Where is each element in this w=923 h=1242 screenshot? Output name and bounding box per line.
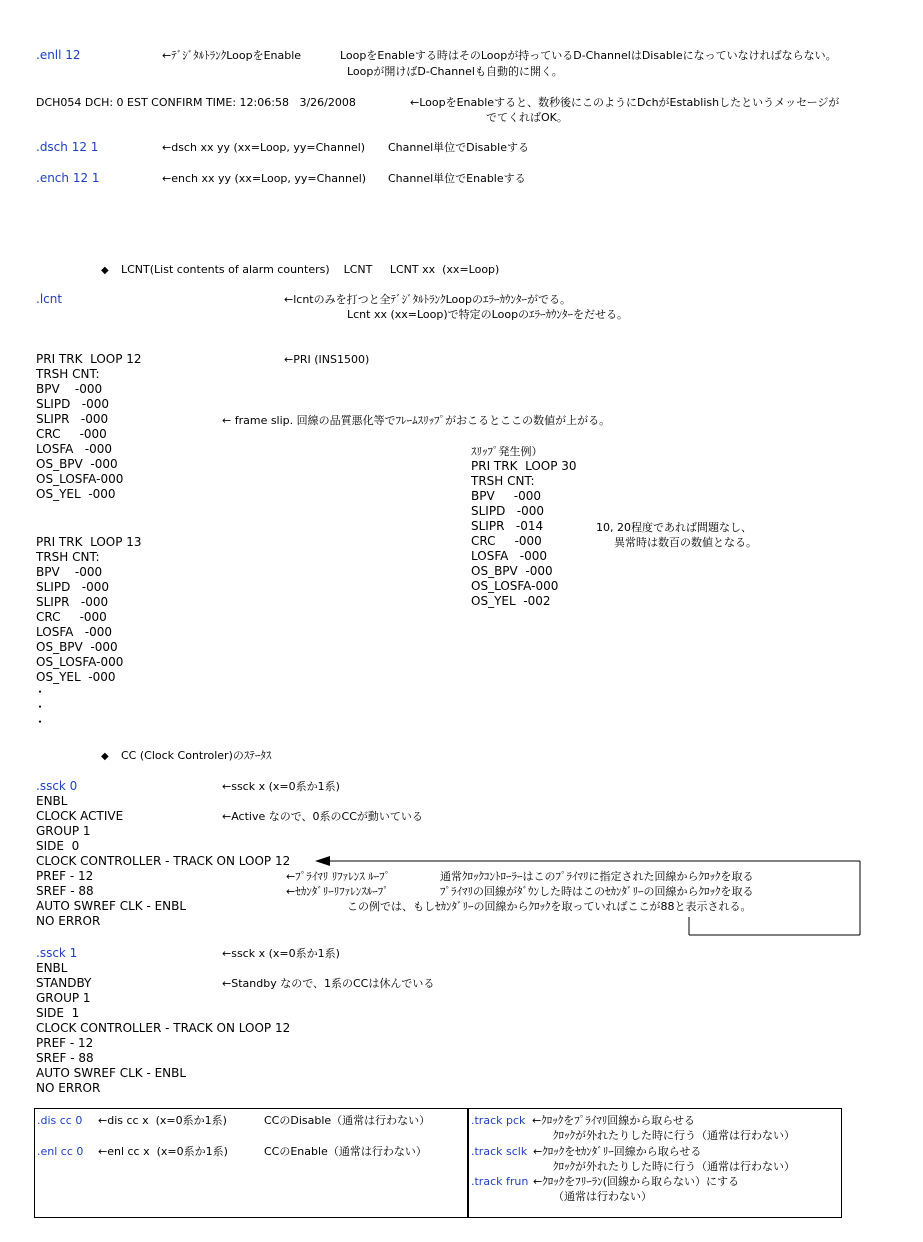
slip-example-note-1: 10, 20程度であれば問題なし、 xyxy=(596,521,752,534)
dsch-syntax: ←dsch xx yy (xx=Loop, yy=Channel) xyxy=(162,141,366,154)
slip-example-note-2: 異常時は数百の数値となる。 xyxy=(614,536,757,549)
counter-line: OS_BPV -000 xyxy=(36,640,118,654)
active-note: ←Active なので、0系のCCが動いている xyxy=(222,810,423,823)
arrow-head-icon xyxy=(315,856,330,866)
track-sclk-command: .track sclk xyxy=(471,1145,528,1158)
track-pck-note-2: ｸﾛｯｸが外れたりした時に行う（通常は行わない） xyxy=(553,1129,795,1142)
enll-command: .enll 12 xyxy=(36,48,81,62)
ssck-line: CLOCK CONTROLLER - TRACK ON LOOP 12 xyxy=(36,854,291,868)
counter-line: SLIPD -000 xyxy=(36,580,109,594)
counter-line: TRSH CNT: xyxy=(36,367,100,381)
slip-note: ← frame slip. 回線の品質悪化等でﾌﾚｰﾑｽﾘｯﾌﾟがおこるとここの数値が上がる。 xyxy=(222,414,611,427)
counter-line: OS_YEL -000 xyxy=(36,487,116,501)
enl-cc-syntax: ←enl cc x (x=0系か1系) xyxy=(98,1145,228,1158)
lcnt-note-2: Lcnt xx (xx=Loop)で特定のLoopのｴﾗｰｶｳﾝﾀｰをだせる。 xyxy=(347,308,629,321)
slip-example-line: SLIPR -014 xyxy=(471,519,544,533)
ssck1-command: .ssck 1 xyxy=(36,946,78,960)
track-frun-command: .track frun xyxy=(471,1175,529,1188)
counter-line: SLIPR -000 xyxy=(36,595,109,609)
slip-example-line: PRI TRK LOOP 30 xyxy=(471,459,577,473)
slip-example-line: OS_BPV -000 xyxy=(471,564,553,578)
dis-cc-desc: CCのDisable（通常は行わない） xyxy=(264,1114,431,1127)
pref-note: ←ﾌﾟﾗｲﾏﾘ ﾘﾌｧﾚﾝｽ ﾙｰﾌﾟ xyxy=(286,870,391,883)
lcnt-section-title: LCNT(List contents of alarm counters) LCNT LCNT xx (xx=Loop) xyxy=(121,263,500,276)
counter-line: PRI TRK LOOP 13 xyxy=(36,535,142,549)
enll-desc-2: Loopが開けばD-Channelも自動的に開く。 xyxy=(347,65,563,78)
pri-note: ←PRI (INS1500) xyxy=(284,353,370,366)
sref-desc: ﾌﾟﾗｲﾏﾘの回線がﾀﾞｳﾝした時はこのｾｶﾝﾀﾞﾘｰの回線からｸﾛｯｸを取る xyxy=(440,885,754,898)
ssck-line: CLOCK ACTIVE xyxy=(36,809,124,823)
ssck-line: SREF - 88 xyxy=(36,1051,94,1065)
lcnt-note-1: ←lcntのみを打つと全ﾃﾞｼﾞﾀﾙﾄﾗﾝｸLoopのｴﾗｰｶｳﾝﾀｰがでる。 xyxy=(284,293,571,306)
ssck-line: AUTO SWREF CLK - ENBL xyxy=(36,899,187,913)
enll-note: ←ﾃﾞｼﾞﾀﾙﾄﾗﾝｸLoopをEnable xyxy=(162,49,302,62)
dch-note-2: でてくればOK。 xyxy=(486,111,568,124)
ssck-line: NO ERROR xyxy=(36,914,101,928)
cc-section-title: CC (Clock Controler)のｽﾃｰﾀｽ xyxy=(121,749,272,762)
continuation-dot: ・ xyxy=(34,700,47,714)
track-frun-note-1: ←ｸﾛｯｸをﾌﾘｰﾗﾝ(回線から取らない）にする xyxy=(533,1175,740,1188)
slip-example-line: CRC -000 xyxy=(471,534,542,548)
track-sclk-note-2: ｸﾛｯｸが外れたりした時に行う（通常は行わない） xyxy=(553,1160,795,1173)
track-pck-note-1: ←ｸﾛｯｸをﾌﾟﾗｲﾏﾘ回線から取らせる xyxy=(532,1114,695,1127)
counter-line: CRC -000 xyxy=(36,427,107,441)
slip-example-line: TRSH CNT: xyxy=(471,474,535,488)
ssck-line: ENBL xyxy=(36,794,68,808)
dsch-desc: Channel単位でDisableする xyxy=(388,141,529,154)
counter-line: LOSFA -000 xyxy=(36,625,113,639)
ssck-line: SREF - 88 xyxy=(36,884,94,898)
ssck0-syntax: ←ssck x (x=0系か1系) xyxy=(222,780,340,793)
dch-message: DCH054 DCH: 0 EST CONFIRM TIME: 12:06:58 3/26/2008 xyxy=(36,96,356,109)
track-frun-note-2: （通常は行わない） xyxy=(553,1190,652,1203)
lcnt-command: .lcnt xyxy=(36,292,63,306)
sref-note: ←ｾｶﾝﾀﾞﾘｰﾘﾌｧﾚﾝｽﾙｰﾌﾟ xyxy=(286,885,389,898)
ench-syntax: ←ench xx yy (xx=Loop, yy=Channel) xyxy=(162,172,367,185)
counter-line: OS_YEL -000 xyxy=(36,670,116,684)
ssck-line: ENBL xyxy=(36,961,68,975)
counter-line: OS_BPV -000 xyxy=(36,457,118,471)
slip-example-line: ｽﾘｯﾌﾟ発生例） xyxy=(471,445,543,458)
counter-line: CRC -000 xyxy=(36,610,107,624)
ssck-line: GROUP 1 xyxy=(36,991,91,1005)
slip-example-line: LOSFA -000 xyxy=(471,549,548,563)
ench-desc: Channel単位でEnableする xyxy=(388,172,526,185)
ssck-line: STANDBY xyxy=(36,976,92,990)
counter-line: OS_LOSFA-000 xyxy=(36,472,124,486)
continuation-dot: ・ xyxy=(34,685,47,699)
enl-cc-command: .enl cc 0 xyxy=(37,1145,84,1158)
ssck-line: PREF - 12 xyxy=(36,1036,94,1050)
ssck-line: SIDE 0 xyxy=(36,839,80,853)
ssck-line: GROUP 1 xyxy=(36,824,91,838)
track-sclk-note-1: ←ｸﾛｯｸをｾｶﾝﾀﾞﾘｰ回線から取らせる xyxy=(533,1145,702,1158)
dis-cc-command: .dis cc 0 xyxy=(37,1114,83,1127)
ssck-line: NO ERROR xyxy=(36,1081,101,1095)
counter-line: SLIPD -000 xyxy=(36,397,109,411)
enll-desc-1: LoopをEnableする時はそのLoopが持っているD-ChannelはDisableになっていなければならない。 xyxy=(340,49,837,62)
counter-line: TRSH CNT: xyxy=(36,550,100,564)
ssck1-syntax: ←ssck x (x=0系か1系) xyxy=(222,947,340,960)
dch-note-1: ←LoopをEnableすると、数秒後にこのようにDchがEstablishしたというメッセージが xyxy=(410,96,840,109)
counter-line: LOSFA -000 xyxy=(36,442,113,456)
ssck-line: CLOCK CONTROLLER - TRACK ON LOOP 12 xyxy=(36,1021,291,1035)
diamond-bullet-icon: ◆ xyxy=(101,265,109,276)
dsch-command: .dsch 12 1 xyxy=(36,140,99,154)
sref-example: この例では、もしｾｶﾝﾀﾞﾘｰの回線からｸﾛｯｸを取っていればここが88と表示される。 xyxy=(347,900,752,913)
slip-example-line: BPV -000 xyxy=(471,489,541,503)
counter-line: SLIPR -000 xyxy=(36,412,109,426)
ssck0-command: .ssck 0 xyxy=(36,779,78,793)
ssck-line: PREF - 12 xyxy=(36,869,94,883)
slip-example-line: OS_LOSFA-000 xyxy=(471,579,559,593)
slip-example-line: OS_YEL -002 xyxy=(471,594,551,608)
counter-line: OS_LOSFA-000 xyxy=(36,655,124,669)
slip-example-line: SLIPD -000 xyxy=(471,504,544,518)
pref-desc: 通常ｸﾛｯｸｺﾝﾄﾛｰﾗｰはこのﾌﾟﾗｲﾏﾘに指定された回線からｸﾛｯｸを取る xyxy=(440,870,754,883)
counter-line: BPV -000 xyxy=(36,382,103,396)
enl-cc-desc: CCのEnable（通常は行わない） xyxy=(264,1145,427,1158)
dis-cc-syntax: ←dis cc x (x=0系か1系) xyxy=(98,1114,227,1127)
track-pck-command: .track pck xyxy=(471,1114,526,1127)
continuation-dot: ・ xyxy=(34,715,47,729)
standby-note: ←Standby なので、1系のCCは休んでいる xyxy=(222,977,435,990)
ssck-line: AUTO SWREF CLK - ENBL xyxy=(36,1066,187,1080)
counter-line: BPV -000 xyxy=(36,565,103,579)
counter-line: PRI TRK LOOP 12 xyxy=(36,352,142,366)
ench-command: .ench 12 1 xyxy=(36,171,100,185)
ssck-line: SIDE 1 xyxy=(36,1006,80,1020)
diamond-bullet-icon: ◆ xyxy=(101,751,109,762)
